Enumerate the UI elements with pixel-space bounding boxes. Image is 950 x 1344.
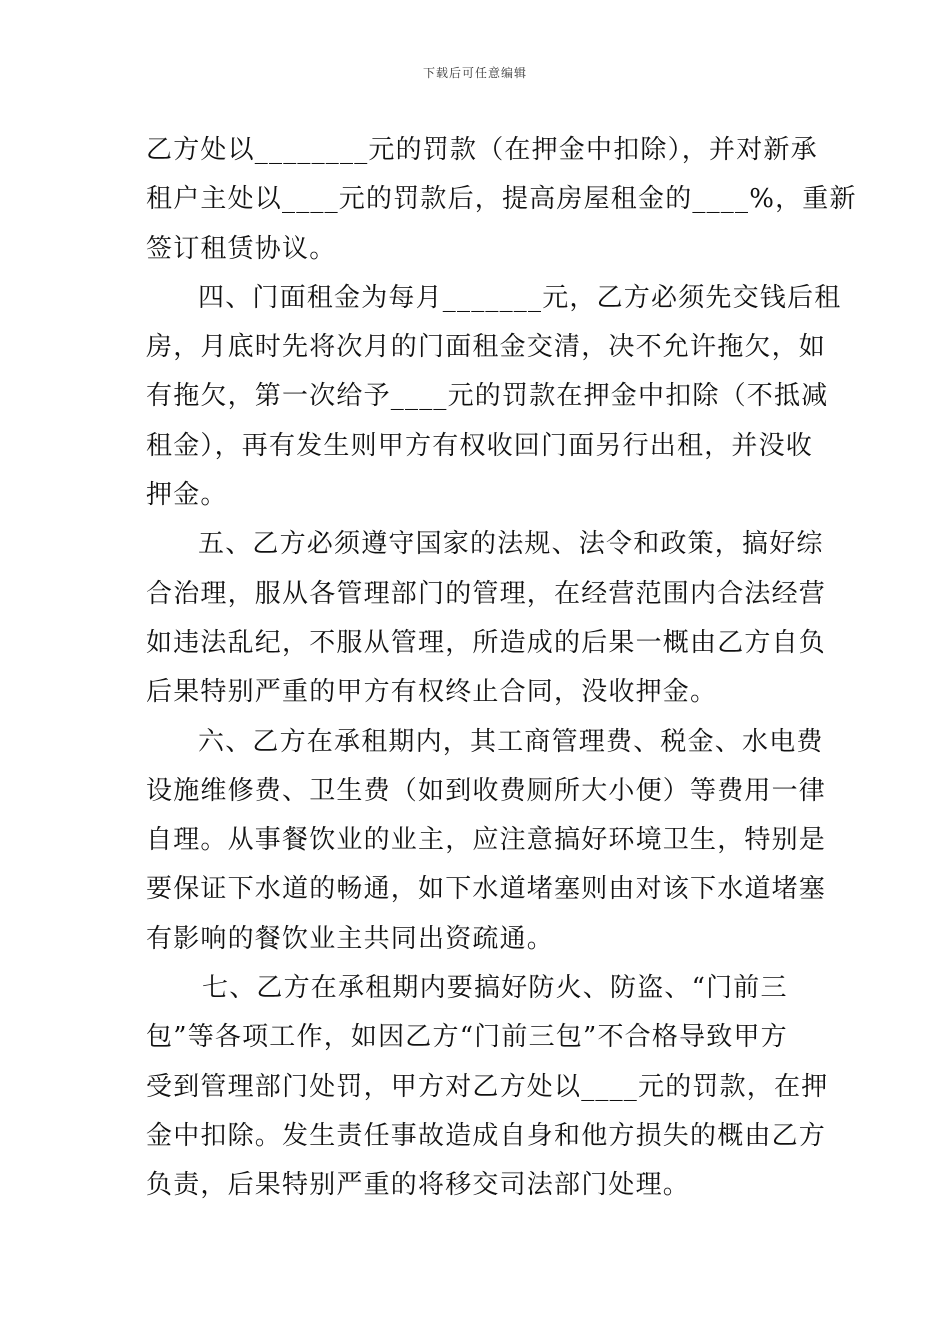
text-line: 自理。从事餐饮业的业主，应注意搞好环境卫生，特别是 bbox=[146, 825, 827, 856]
text-line: 受到管理部门处罚，甲方对乙方处以____元的罚款，在押 bbox=[146, 1071, 829, 1102]
paragraph-clause-3-continued bbox=[146, 126, 857, 274]
text-line: 如违法乱纪，不服从管理，所造成的后果一概由乙方自负 bbox=[146, 627, 827, 658]
text-line: 设施维修费、卫生费（如到收费厕所大小便）等费用一律 bbox=[146, 775, 827, 806]
text-line: 五、乙方必须遵守国家的法规、法令和政策，搞好综 bbox=[198, 529, 824, 560]
text-line: 押金。 bbox=[146, 480, 228, 511]
text-line: 合治理，服从各管理部门的管理，在经营范围内合法经营 bbox=[146, 578, 827, 609]
paragraph-clause-6 bbox=[146, 718, 827, 964]
document-body bbox=[146, 126, 857, 1211]
text-line: 签订租赁协议。 bbox=[146, 233, 337, 264]
text-line: 六、乙方在承租期内，其工商管理费、税金、水电费 bbox=[198, 726, 824, 757]
text-line: 有影响的餐饮业主共同出资疏通。 bbox=[146, 923, 555, 954]
text-line: 租户主处以____元的罚款后，提高房屋租金的____%，重新 bbox=[146, 184, 857, 215]
paragraph-clause-7 bbox=[146, 964, 829, 1210]
header-note: 下载后可任意编辑 bbox=[422, 66, 527, 80]
text-line: 负责，后果特别严重的将移交司法部门处理。 bbox=[146, 1170, 691, 1201]
text-line: 乙方处以________元的罚款（在押金中扣除），并对新承 bbox=[146, 135, 818, 165]
text-line: 租金），再有发生则甲方有权收回门面另行出租，并没收 bbox=[146, 430, 814, 461]
text-line: 金中扣除。发生责任事故造成自身和他方损失的概由乙方 bbox=[146, 1120, 827, 1151]
paragraph-clause-4 bbox=[146, 274, 842, 520]
text-line: 包”等各项工作，如因乙方“门前三包”不合格导致甲方 bbox=[146, 1022, 788, 1053]
text-line: 四、门面租金为每月_______元，乙方必须先交钱后租 bbox=[198, 282, 842, 313]
text-line: 有拖欠，第一次给予____元的罚款在押金中扣除（不抵减 bbox=[146, 381, 829, 412]
paragraph-clause-5 bbox=[146, 520, 827, 717]
text-line: 七、乙方在承租期内要搞好防火、防盗、“门前三 bbox=[202, 973, 788, 1004]
text-line: 房，月底时先将次月的门面租金交清，决不允许拖欠，如 bbox=[146, 332, 827, 363]
text-line: 要保证下水道的畅通，如下水道堵塞则由对该下水道堵塞 bbox=[146, 874, 827, 905]
text-line: 后果特别严重的甲方有权终止合同，没收押金。 bbox=[146, 677, 718, 708]
